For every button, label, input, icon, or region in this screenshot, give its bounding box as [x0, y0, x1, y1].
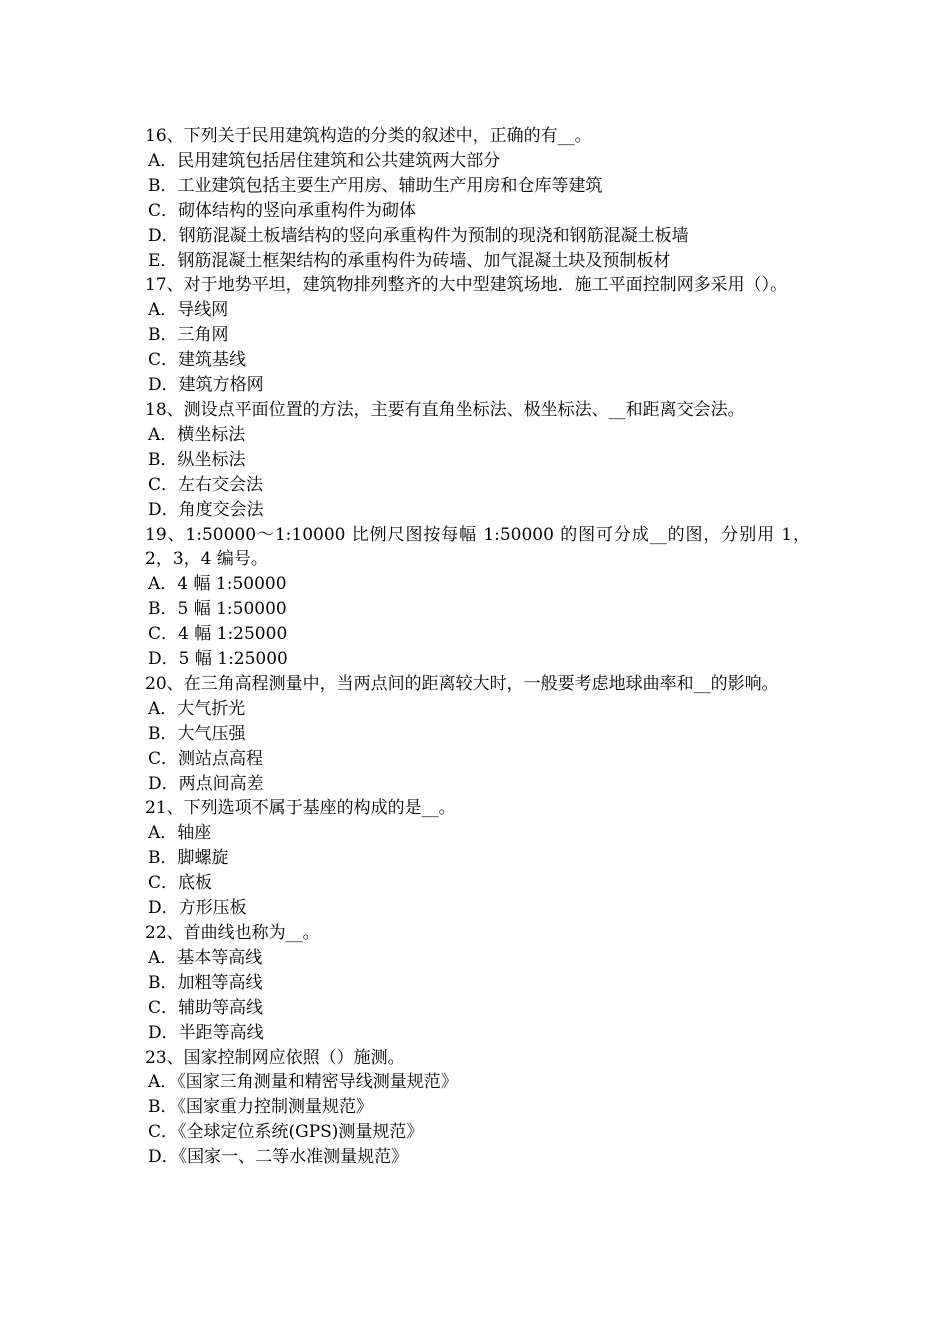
option-b: B．纵坐标法 [148, 449, 246, 470]
question-18 [145, 398, 810, 523]
question-stem: 18、测设点平面位置的方法，主要有直角坐标法、极坐标法、__和距离交会法。 [145, 399, 745, 420]
option-d: D．方形压板 [148, 898, 247, 919]
question-19 [145, 523, 810, 672]
option-c: C．底板 [148, 873, 213, 894]
question-17 [145, 273, 810, 398]
option-b: B．5 幅 1:50000 [148, 599, 287, 620]
option-c: C．《全球定位系统(GPS)测量规范》 [148, 1122, 424, 1143]
question-stem: 16、下列关于民用建筑构造的分类的叙述中，正确的有__。 [145, 126, 592, 146]
option-a: A．横坐标法 [148, 424, 246, 445]
option-b: B．大气压强 [148, 723, 246, 744]
option-b: B．加粗等高线 [148, 972, 263, 993]
question-23 [145, 1046, 810, 1171]
option-a: A．基本等高线 [148, 947, 263, 968]
option-b: B．工业建筑包括主要生产用房、辅助生产用房和仓库等建筑 [148, 175, 603, 196]
option-c: C．4 幅 1:25000 [148, 624, 288, 645]
option-c: C．辅助等高线 [148, 997, 264, 1018]
option-b: B．脚螺旋 [148, 848, 229, 869]
option-d: D．《国家一、二等水准测量规范》 [148, 1147, 409, 1168]
option-b: B．三角网 [148, 325, 229, 346]
question-stem: 21、下列选项不属于基座的构成的是__。 [145, 798, 456, 819]
option-c: C．砌体结构的竖向承重构件为砌体 [148, 200, 417, 221]
option-d: D．两点间高差 [148, 773, 264, 794]
option-d: D．角度交会法 [148, 499, 264, 520]
option-a: A．大气折光 [148, 698, 246, 719]
question-16 [145, 124, 810, 273]
question-stem: 23、国家控制网应依照（）施测。 [145, 1047, 405, 1068]
option-c: C．左右交会法 [148, 474, 264, 495]
option-a: A．轴座 [148, 823, 212, 844]
question-stem: 20、在三角高程测量中，当两点间的距离较大时，一般要考虑地球曲率和__的影响。 [145, 673, 779, 694]
option-a: A．4 幅 1:50000 [148, 574, 287, 595]
option-a: A．导线网 [148, 300, 229, 321]
option-e: E．钢筋混凝土框架结构的承重构件为砖墙、加气混凝土块及预制板材 [148, 250, 671, 271]
option-d: D．5 幅 1:25000 [148, 649, 288, 670]
option-c: C．建筑基线 [148, 350, 247, 371]
option-a: A．民用建筑包括居住建筑和公共建筑两大部分 [148, 150, 501, 171]
question-stem: 19、1:50000～1:10000 比例尺图按每幅 1:50000 的图可分成__的图，分别用 1，2，3，4 编号。 [145, 524, 810, 570]
option-d: D．半距等高线 [148, 1022, 264, 1043]
option-b: B．《国家重力控制测量规范》 [148, 1097, 373, 1118]
option-c: C．测站点高程 [148, 748, 264, 769]
option-d: D．建筑方格网 [148, 375, 264, 396]
question-stem: 22、首曲线也称为__。 [145, 923, 320, 943]
question-22 [145, 921, 810, 1046]
question-stem: 17、对于地势平坦，建筑物排列整齐的大中型建筑场地．施工平面控制网多采用（）。 [145, 275, 788, 296]
document-body [145, 124, 810, 1170]
option-a: A．《国家三角测量和精密导线测量规范》 [148, 1072, 458, 1093]
question-20 [145, 672, 810, 797]
question-21 [145, 796, 810, 921]
option-d: D．钢筋混凝土板墙结构的竖向承重构件为预制的现浇和钢筋混凝土板墙 [148, 225, 689, 246]
